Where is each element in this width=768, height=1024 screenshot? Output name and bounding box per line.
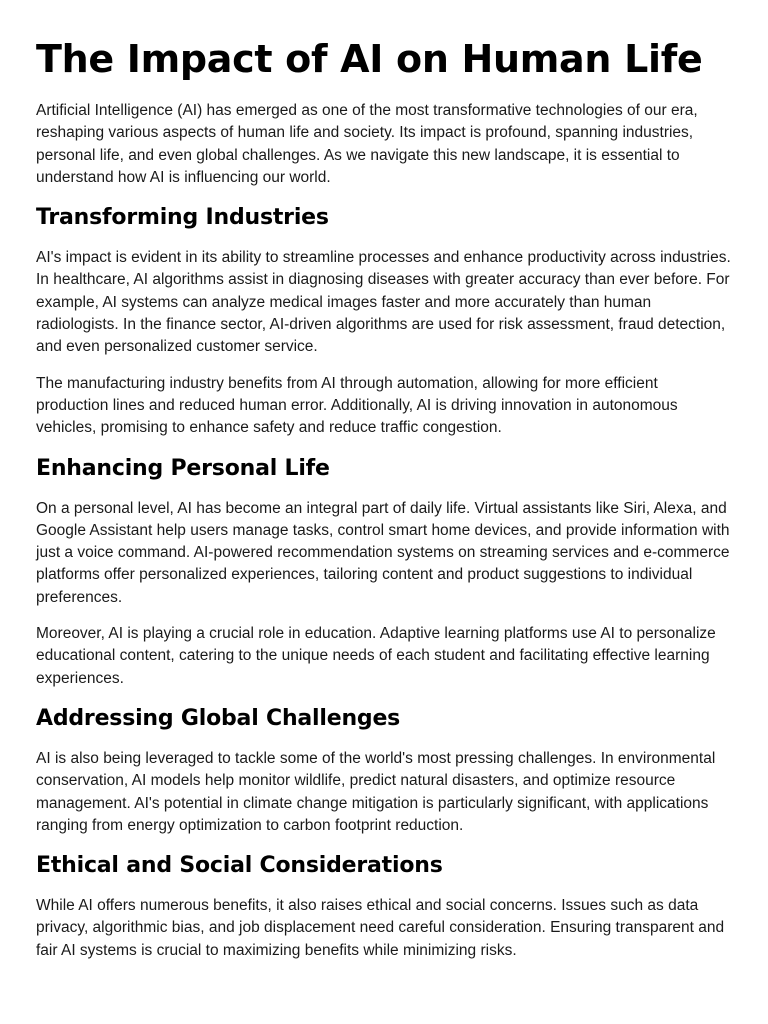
section-heading: Enhancing Personal Life (36, 455, 330, 481)
section-paragraph: Moreover, AI is playing a crucial role in education. Adaptive learning platforms use AI to personalize educational content, catering to the unique needs of each student and facilitating effective learning experiences. (36, 625, 716, 687)
section-paragraph: AI's impact is evident in its ability to streamline processes and enhance productivity across industries. In healthcare, AI algorithms assist in diagnosing diseases with greater accuracy than ever before. For example, AI systems can analyze medical images faster and more accurately than human radiologists. In the finance sector, AI-driven algorithms are used for risk assessment, fraud detection, and even personalized customer service. (36, 249, 731, 356)
section-heading: Ethical and Social Considerations (36, 853, 443, 879)
section-enhancing-personal-life (36, 454, 732, 690)
section-addressing-global-challenges (36, 704, 732, 837)
intro-paragraph: Artificial Intelligence (AI) has emerged as one of the most transformative technologies of our era, reshaping various aspects of human life and society. Its impact is profound, spanning industries, personal life, and even global challenges. As we navigate this new landscape, it is essential to understand how AI is influencing our world. (36, 102, 698, 186)
document-title: The Impact of AI on Human Life (36, 37, 703, 81)
section-paragraph: On a personal level, AI has become an integral part of daily life. Virtual assistants like Siri, Alexa, and Google Assistant help users manage tasks, control smart home devices, and provide information with just a voice command. AI-powered recommendation systems on streaming services and e-commerce platforms offer personalized experiences, tailoring content and product suggestions to individual preferences. (36, 499, 730, 606)
section-paragraph: The manufacturing industry benefits from AI through automation, allowing for more efficient production lines and reduced human error. Additionally, AI is driving innovation in autonomous vehicles, promising to enhance safety and reduce traffic congestion. (36, 374, 678, 437)
section-heading: Transforming Industries (36, 205, 329, 231)
section-heading: Addressing Global Challenges (36, 705, 401, 731)
section-paragraph: While AI offers numerous benefits, it also raises ethical and social concerns. Issues such as data privacy, algorithmic bias, and job displacement need careful consideration. Ensuring transparent and fair AI systems is crucial to maximizing benefits while minimizing risks. (36, 897, 725, 959)
section-paragraph: AI is also being leveraged to tackle some of the world's most pressing challenges. In environmental conservation, AI models help monitor wildlife, predict natural disasters, and optimize resource management. AI's potential in climate change mitigation is particularly significant, with applications ranging from energy optimization to carbon footprint reduction. (36, 749, 716, 834)
section-ethical-social-considerations (36, 851, 732, 962)
section-transforming-industries (36, 203, 732, 439)
